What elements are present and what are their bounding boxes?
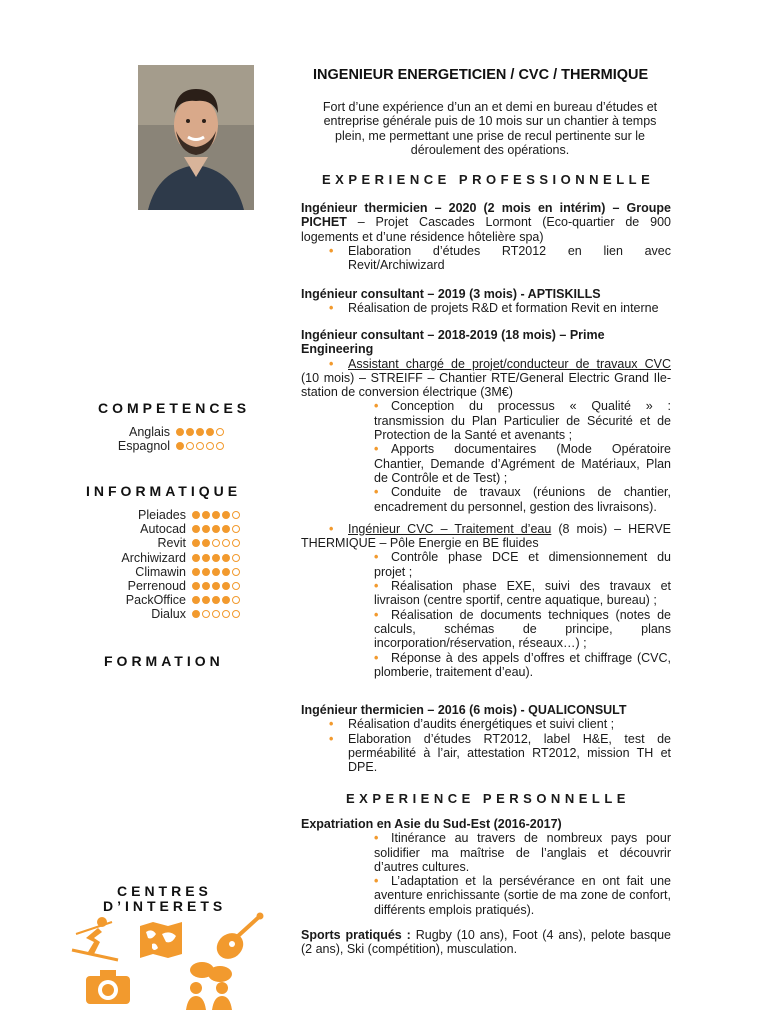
level-dot — [232, 554, 240, 562]
level-dot — [232, 525, 240, 533]
skill-level-dots — [192, 610, 242, 618]
level-dot — [202, 554, 210, 562]
formation-heading: FORMATION — [104, 653, 224, 669]
skill-level-dots — [176, 442, 226, 450]
level-dot — [212, 525, 220, 533]
skill-row — [100, 551, 242, 565]
level-dot — [186, 442, 194, 450]
competences-heading: COMPETENCES — [98, 400, 251, 416]
level-dot — [192, 568, 200, 576]
skill-level-dots — [192, 539, 242, 547]
level-dot — [176, 442, 184, 450]
level-dot — [206, 442, 214, 450]
level-dot — [222, 539, 230, 547]
level-dot — [192, 596, 200, 604]
level-dot — [202, 596, 210, 604]
skill-name: Autocad — [140, 522, 186, 537]
level-dot — [202, 610, 210, 618]
level-dot — [222, 596, 230, 604]
camera-icon — [84, 968, 132, 1006]
level-dot — [216, 442, 224, 450]
level-dot — [212, 511, 220, 519]
level-dot — [232, 596, 240, 604]
ski-icon — [68, 914, 122, 962]
profile-photo — [138, 65, 254, 210]
skill-level-dots — [176, 428, 226, 436]
skill-name: Perrenoud — [127, 578, 186, 593]
level-dot — [232, 511, 240, 519]
competences-list — [100, 425, 226, 453]
level-dot — [202, 511, 210, 519]
level-dot — [196, 428, 204, 436]
level-dot — [186, 428, 194, 436]
level-dot — [196, 442, 204, 450]
job-pichet: Ingénieur thermicien – 2020 (2 mois en intérim) – Groupe PICHET – Projet Cascades Lormont (Eco-quartier de 900 logements et d’une résidence hôtelière spa) • Elaboration d’études RT2012 en lien avec Revit/Archiwizard — [301, 201, 671, 272]
job-title: INGENIEUR ENERGETICIEN / CVC / THERMIQUE — [313, 67, 649, 83]
level-dot — [222, 582, 230, 590]
level-dot — [202, 525, 210, 533]
level-dot — [206, 428, 214, 436]
skill-row — [100, 536, 242, 550]
level-dot — [192, 582, 200, 590]
level-dot — [222, 554, 230, 562]
level-dot — [176, 428, 184, 436]
skill-row — [100, 508, 242, 522]
informatique-list — [100, 508, 242, 622]
level-dot — [212, 582, 220, 590]
skill-row — [100, 607, 242, 621]
people-talking-icon — [182, 960, 236, 1010]
sports: Sports pratiqués : Rugby (10 ans), Foot (4 ans), pelote basque (2 ans), Ski (compétition), musculation. — [301, 928, 671, 957]
skill-row — [100, 425, 226, 439]
skill-name: PackOffice — [125, 593, 186, 608]
level-dot — [216, 428, 224, 436]
skill-level-dots — [192, 525, 242, 533]
level-dot — [192, 511, 200, 519]
guitar-icon — [210, 912, 266, 964]
interets-heading-1: CENTRES — [117, 883, 212, 899]
informatique-heading: INFORMATIQUE — [86, 483, 242, 499]
intro-text: Fort d’une expérience d’un an et demi en bureau d’études et entreprise générale puis de 10 mois sur un chantier à temps plein, me permettant une prise de recul pertinente sur le déroulement des opérations. — [322, 100, 658, 157]
skill-name: Pleiades — [138, 508, 186, 522]
job-qualiconsult: Ingénieur thermicien – 2016 (6 mois) - QUALICONSULT • Réalisation d’audits énergétiques et suivi client ; • Elaboration d’études RT2012, label H&E, test de perméabilité à l’air, attestation RT2012, mission TH et DPE. — [301, 703, 671, 774]
level-dot — [232, 568, 240, 576]
skill-level-dots — [192, 511, 242, 519]
level-dot — [212, 596, 220, 604]
level-dot — [202, 568, 210, 576]
skill-level-dots — [192, 568, 242, 576]
level-dot — [192, 554, 200, 562]
skill-row — [100, 439, 226, 453]
skill-name: Revit — [157, 536, 186, 551]
level-dot — [202, 539, 210, 547]
skill-name: Dialux — [151, 607, 186, 622]
skill-level-dots — [192, 582, 242, 590]
skill-level-dots — [192, 554, 242, 562]
level-dot — [202, 582, 210, 590]
level-dot — [192, 525, 200, 533]
skill-row — [100, 579, 242, 593]
world-map-icon — [138, 920, 184, 960]
interests-icons — [62, 912, 272, 1012]
level-dot — [212, 554, 220, 562]
skill-row — [100, 522, 242, 536]
job-prime: Ingénieur consultant – 2018-2019 (18 mois) – Prime Engineering • Assistant chargé de projet/conducteur de travaux CVC (10 mois) – STREIFF – Chantier RTE/General Electric Grand Ile-station de conversion électrique (3M€) • Conception du processus « Qualité » : transmission du Plan Particulier de Sécurité et de Protection de la Santé et avenants ; • Apports documentaires (Mode Opératoire Chantier, Demande d’Agrément de Matériaux, Plan de Contrôle et de Test) ; • Conduite de travaux (réunions de chantier, encadrement du personnel, gestion des livraisons). • Ingénieur CVC – Traitement d’eau (8 mois) – HERVE THERMIQUE – Pôle Energie en BE fluides • Contrôle phase DCE et dimensionnement du projet ; • Réalisation phase EXE, suivi des travaux et livraison (centre sportif, centre aquatique, bureau) ; • Réalisation de documents techniques (notes de calculs, schémas de principe, plans incorporation/réservation, réseaux…) ; • Réponse à des appels d’offres et chiffrage (CVC, plomberie, traitement d’eau). — [301, 328, 671, 679]
level-dot — [222, 568, 230, 576]
skill-name: Anglais — [129, 425, 170, 439]
level-dot — [212, 568, 220, 576]
skill-name: Archiwizard — [121, 550, 186, 565]
level-dot — [222, 610, 230, 618]
level-dot — [222, 525, 230, 533]
interets-heading-2: D’INTERETS — [103, 898, 227, 914]
level-dot — [212, 610, 220, 618]
level-dot — [212, 539, 220, 547]
skill-name: Espagnol — [117, 439, 170, 454]
exp-pro-heading: EXPERIENCE PROFESSIONNELLE — [322, 172, 655, 187]
job-aptiskills: Ingénieur consultant – 2019 (3 mois) - APTISKILLS • Réalisation de projets R&D et formation Revit en interne — [301, 287, 671, 316]
level-dot — [232, 582, 240, 590]
level-dot — [222, 511, 230, 519]
exp-perso-heading: EXPERIENCE PERSONNELLE — [346, 791, 630, 806]
skill-level-dots — [192, 596, 242, 604]
skill-row — [100, 593, 242, 607]
level-dot — [192, 610, 200, 618]
skill-row — [100, 565, 242, 579]
left-column — [0, 0, 268, 1024]
skill-name: Climawin — [135, 564, 186, 579]
level-dot — [232, 539, 240, 547]
level-dot — [192, 539, 200, 547]
level-dot — [232, 610, 240, 618]
expatriation: Expatriation en Asie du Sud-Est (2016-2017) • Itinérance au travers de nombreux pays pour solidifier ma maîtrise de l’anglais et découvrir d’autres cultures. • L’adaptation et la persévérance en ont fait une aventure enrichissante (sortie de ma zone de confort, différents emplois pratiqués). — [301, 817, 671, 917]
